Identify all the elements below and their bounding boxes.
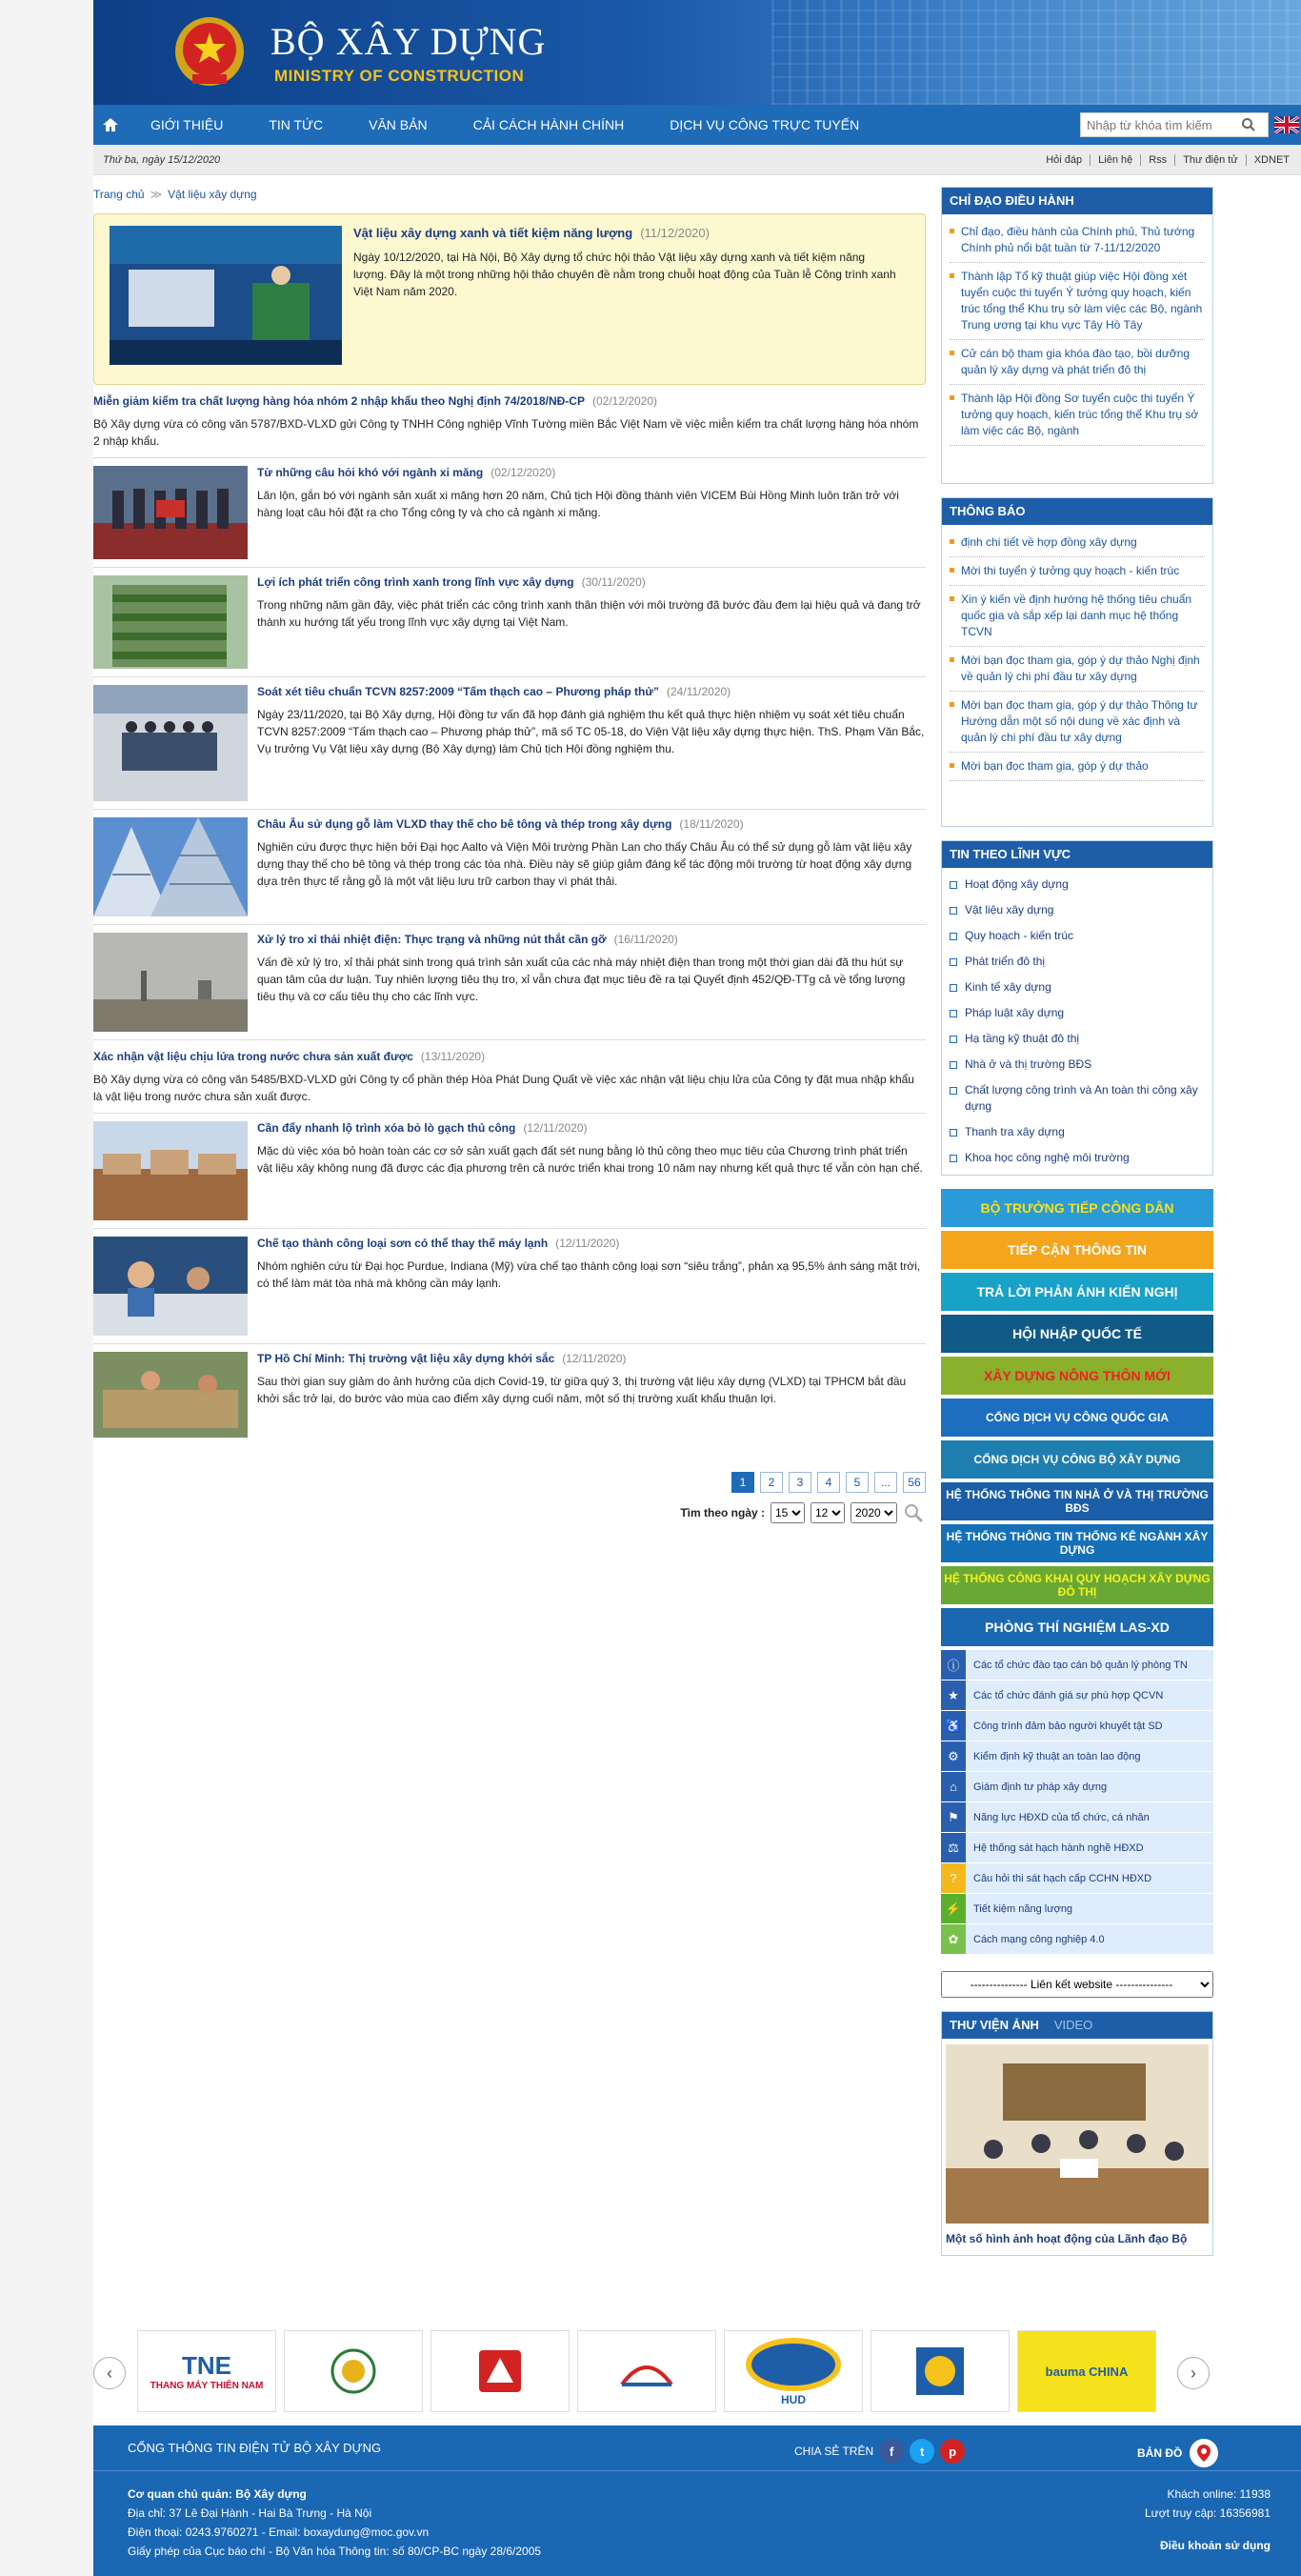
lab-item-label: Kiểm định kỹ thuật an toàn lao động <box>973 1750 1141 1762</box>
industry-icon: ✿ <box>941 1924 966 1954</box>
banner-nong-thon[interactable]: XÂY DỰNG NÔNG THÔN MỚI <box>941 1357 1213 1395</box>
lab-item-tiet-kiem[interactable] <box>941 1894 1213 1923</box>
site-title[interactable]: BỘ XÂY DỰNG <box>270 20 547 63</box>
page <box>93 0 1301 2576</box>
map-link[interactable] <box>1137 2439 1218 2467</box>
link-hoi-dap[interactable]: Hỏi đáp <box>1046 153 1083 166</box>
gallery-box <box>941 2011 1213 2256</box>
featured-desc: Ngày 10/12/2020, tại Hà Nội, Bộ Xây dựng tổ chức hội thảo Vật liệu xây dựng xanh và tiết kiệm năng lượng. Đây là một trong những hội thảo chuyên đề nằm trong chuỗi hoạt động của Tuần lễ Công trình xanh Việt Nam năm 2020. <box>353 251 896 298</box>
scales-icon: ⚖ <box>941 1833 966 1862</box>
list-item <box>93 385 926 458</box>
list-item[interactable]: Thành lập Hội đồng Sơ tuyển cuộc thi tuyển Ý tưởng quy hoạch, kiến trúc tổng thể Khu trụ sở làm việc các Bộ, ngành <box>950 385 1205 446</box>
news-desc: Vấn đề xử lý tro, xỉ thải phát sinh trong quá trình sản xuất của các nhà máy nhiệt điện than trong một thời gian dài đã thu hút sự quan tâm của dư luận. Tuy nhiên lượng tiêu thụ tro, xỉ vẫn chưa đạt mục tiêu đề ra tại Quyết định 452/QĐ-TTg cả về tổng lượng tiêu thụ và cơ cấu tiêu thụ cho các lĩnh vực. <box>257 956 906 1003</box>
chi-dao-title: CHỈ ĐẠO ĐIỀU HÀNH <box>942 188 1212 214</box>
lab-list <box>941 1650 1213 1954</box>
banner-phan-anh[interactable]: TRẢ LỜI PHẢN ÁNH KIẾN NGHỊ <box>941 1273 1213 1311</box>
featured-image[interactable] <box>110 226 342 365</box>
gallery-caption[interactable]: Một số hình ảnh hoạt động của Lãnh đạo Bộ <box>946 2232 1188 2245</box>
link-thu-dien-tu[interactable]: Thư điện tử <box>1174 154 1246 166</box>
page-5[interactable]: 5 <box>846 1472 869 1493</box>
nav-gioi-thieu[interactable]: GIỚI THIỆU <box>150 117 224 132</box>
list-item[interactable]: Mời bạn đọc tham gia, góp ý dự thảo Thông tư Hướng dẫn một số nội dung về xác định và quản lý chi phí đầu tư xây dựng <box>950 692 1205 753</box>
linh-vuc-box <box>941 840 1213 1176</box>
banner-tiep-can[interactable]: TIẾP CẬN THÔNG TIN <box>941 1231 1213 1269</box>
list-item[interactable]: Mời bạn đọc tham gia, góp ý dự thảo <box>950 753 1205 781</box>
footer-title: CỔNG THÔNG TIN ĐIỆN TỬ BỘ XÂY DỰNG <box>128 2441 382 2455</box>
news-title-text[interactable]: Soát xét tiêu chuẩn TCVN 8257:2009 “Tấm thạch cao – Phương pháp thử” <box>257 685 660 698</box>
banner-list <box>941 1189 1213 1646</box>
footer-address: Địa chỉ: 37 Lê Đại Hành - Hai Bà Trưng - Hà Nội <box>128 2506 372 2520</box>
page-ellipsis[interactable]: ... <box>874 1472 897 1493</box>
gallery-image[interactable] <box>946 2044 1209 2224</box>
news-thumb-tcvn[interactable] <box>93 685 248 801</box>
news-date: (16/11/2020) <box>613 933 678 946</box>
current-date: Thứ ba, ngày 15/12/2020 <box>103 153 221 166</box>
list-item <box>93 1229 926 1344</box>
featured-article <box>93 213 926 385</box>
chi-dao-list[interactable] <box>942 214 1212 483</box>
news-title-9[interactable] <box>257 1352 926 1365</box>
news-desc: Bộ Xây dựng vừa có công văn 5485/BXD-VLXD gửi Công ty cổ phần thép Hòa Phát Dung Quất về việc xác nhận vật liệu chịu lửa của Công ty đặt mua nhập khẩu là vật liệu trong nước chưa sản xuất được. <box>93 1073 914 1103</box>
banner-quy-hoach[interactable]: HỆ THỐNG CÔNG KHAI QUY HOẠCH XÂY DỰNG ĐÔ THỊ <box>941 1566 1213 1604</box>
building-icon: ⌂ <box>941 1772 966 1801</box>
news-title-text[interactable]: Từ những câu hỏi khó với ngành xi măng <box>257 466 484 479</box>
news-desc: Ngày 23/11/2020, tại Bộ Xây dựng, Hội đồng tư vấn đã họp đánh giá nghiệm thu kết quả thực hiện nhiệm vụ soát xét tiêu chuẩn TCVN 8257:2009 “Tấm thạch cao – Phương pháp thử”, mã số TC 05-18, do Viện Vật liệu xây dựng thực hiện. ThS. Phạm Văn Bắc, Vụ trưởng Vụ Vật liệu xây dựng (Bộ Xây dựng) làm Chủ tịch Hội đồng nghiệm thu. <box>257 708 925 755</box>
news-title-4[interactable] <box>257 817 926 831</box>
field-hoat-dong[interactable]: Hoạt động xây dựng <box>950 872 1205 897</box>
featured-title[interactable] <box>353 226 906 240</box>
lab-item-label: Câu hỏi thi sát hạch cấp CCHN HĐXD <box>973 1872 1152 1884</box>
header-buildings-image <box>771 0 1301 105</box>
search-box <box>1080 112 1269 137</box>
footer-top-bar <box>93 2425 1301 2471</box>
news-desc: Lăn lộn, gắn bó với ngành sản xuất xi măng hơn 20 năm, Chủ tịch Hội đồng thành viên VICEM Bùi Hồng Minh luôn trăn trở với hàng loạt câu hỏi đặt ra cho Tổng công ty và cho cả ngành xi măng. <box>257 489 899 519</box>
pagination <box>93 1472 926 1493</box>
search-input[interactable] <box>1081 113 1241 136</box>
lab-item-nang-luc[interactable] <box>941 1802 1213 1832</box>
lab-item-cau-hoi[interactable] <box>941 1863 1213 1893</box>
sidebar <box>941 187 1213 2269</box>
twitter-icon[interactable]: t <box>910 2439 934 2464</box>
field-quy-hoach[interactable]: Quy hoạch - kiến trúc <box>950 923 1205 949</box>
thong-bao-list[interactable] <box>942 525 1212 826</box>
banner-dvc-quoc-gia[interactable]: CỔNG DỊCH VỤ CÔNG QUỐC GIA <box>941 1399 1213 1437</box>
news-thumb-xi-mang[interactable] <box>93 466 248 559</box>
link-lien-he[interactable]: Liên hệ <box>1090 154 1140 166</box>
page-4[interactable]: 4 <box>817 1472 840 1493</box>
gallery-header <box>942 2012 1212 2039</box>
link-xdnet[interactable]: XDNET <box>1246 154 1297 166</box>
date-filter-label: Tìm theo ngày : <box>680 1506 765 1519</box>
footer-stats <box>1145 2485 1271 2555</box>
nav-cai-cach[interactable]: CẢI CÁCH HÀNH CHÍNH <box>472 117 625 132</box>
field-vat-lieu[interactable]: Vật liệu xây dựng <box>950 897 1205 923</box>
list-item[interactable]: Chỉ đạo, điều hành của Chính phủ, Thủ tướng Chính phủ nổi bật tuần từ 7-11/12/2020 <box>950 218 1205 263</box>
main-nav <box>93 105 1301 145</box>
list-item[interactable]: Cử cán bộ tham gia khóa đào tạo, bồi dưỡng quản lý xây dựng và phát triển đô thị <box>950 340 1205 385</box>
lab-item-dao-tao[interactable] <box>941 1650 1213 1680</box>
news-thumb-tphcm[interactable] <box>93 1352 248 1438</box>
chevron-right-icon: › <box>1191 2363 1196 2383</box>
nav-van-ban[interactable]: VĂN BẢN <box>369 117 428 132</box>
partner-building-logo-icon <box>907 2338 973 2405</box>
main-content <box>93 175 926 1523</box>
lab-item-label: Các tổ chức đào tạo cán bộ quản lý phòng TN <box>973 1659 1188 1671</box>
news-date: (12/11/2020) <box>523 1121 588 1135</box>
lab-item-kiem-dinh[interactable] <box>941 1741 1213 1771</box>
news-desc: Nhóm nghiên cứu từ Đại học Purdue, Indiana (Mỹ) vừa chế tạo thành công loại sơn “siêu trắng”, phản xạ 95,5% ánh sáng mặt trời, có thể làm mát tòa nhà mà không cần máy lạnh. <box>257 1259 921 1290</box>
footer-license: Giấy phép của Cục báo chí - Bộ Văn hóa Thông tin: số 80/CP-BC ngày 28/6/2005 <box>128 2545 542 2558</box>
news-title-text[interactable]: Xử lý tro xỉ thải nhiệt điện: Thực trạng và những nút thắt cần gỡ <box>257 933 607 946</box>
footer-agency: Cơ quan chủ quản: Bộ Xây dựng <box>128 2487 307 2501</box>
partner-logo-3[interactable] <box>430 2330 570 2412</box>
breadcrumb-home[interactable]: Trang chủ <box>93 188 145 201</box>
gallery-tab-video[interactable]: VIDEO <box>1053 2018 1093 2032</box>
partner-hud-logo-icon <box>744 2336 843 2393</box>
day-select[interactable] <box>771 1502 805 1523</box>
news-date: (02/12/2020) <box>591 394 658 408</box>
national-emblem-icon <box>171 13 248 91</box>
star-icon: ★ <box>941 1680 966 1710</box>
partner-hud-name: HUD <box>781 2393 806 2406</box>
link-rss[interactable]: Rss <box>1140 154 1174 166</box>
field-kinh-te[interactable]: Kinh tế xây dựng <box>950 975 1205 1000</box>
share-bar <box>794 2439 965 2464</box>
breadcrumb <box>93 175 926 213</box>
news-thumb-go[interactable] <box>93 817 248 916</box>
field-phap-luat[interactable]: Pháp luật xây dựng <box>950 1000 1205 1026</box>
partner-tne-name: TNE <box>182 2351 231 2380</box>
news-title-3[interactable] <box>257 685 926 698</box>
news-thumb-lo-gach[interactable] <box>93 1121 248 1220</box>
nav-tin-tuc[interactable]: TIN TỨC <box>269 117 324 132</box>
news-title-2[interactable] <box>257 575 926 589</box>
map-pin-icon <box>1190 2439 1218 2467</box>
featured-date: (11/12/2020) <box>640 226 710 240</box>
news-date: (18/11/2020) <box>679 817 744 831</box>
partner-logo-bauma[interactable] <box>1017 2330 1156 2412</box>
top-links <box>1038 154 1297 166</box>
carousel-prev-button[interactable] <box>93 2357 126 2389</box>
lab-item-giam-dinh[interactable] <box>941 1772 1213 1801</box>
partner-logo-6[interactable] <box>871 2330 1010 2412</box>
chi-dao-box <box>941 187 1213 484</box>
list-item <box>93 1040 926 1114</box>
website-links-select[interactable] <box>941 1971 1213 1998</box>
map-label: BẢN ĐỒ <box>1137 2446 1183 2460</box>
news-title-7[interactable] <box>257 1121 926 1135</box>
news-desc: Bộ Xây dựng vừa có công văn 5787/BXD-VLXD gửi Công ty TNHH Công nghiệp Vĩnh Tường miền Bắc Việt Nam về việc miễn kiểm tra chất lượng hàng hóa nhóm 2 nhập khẩu. <box>93 417 919 448</box>
lab-item-label: Cách mạng công nghiệp 4.0 <box>973 1933 1105 1945</box>
footer-info <box>128 2485 541 2561</box>
carousel-next-button[interactable] <box>1177 2357 1210 2389</box>
list-item[interactable]: Mời bạn đọc tham gia, góp ý dự thảo Nghị định về quản lý chi phí đầu tư xây dựng <box>950 647 1205 692</box>
news-desc: Sau thời gian suy giảm do ảnh hưởng của dịch Covid-19, từ giữa quý 3, thị trường vật liệu xây dựng (VLXD) tại TPHCM bắt đầu khởi sắc trở lại, do bước vào mùa cao điểm xây dựng cuối năm, một số thị trường xuất khẩu thuận lợi. <box>257 1375 907 1405</box>
partner-emblem-icon <box>330 2347 377 2395</box>
energy-icon: ⚡ <box>941 1894 966 1923</box>
news-title-text[interactable]: Cần đẩy nhanh lộ trình xóa bỏ lò gạch thủ công <box>257 1121 516 1135</box>
banner-thong-ke[interactable]: HỆ THỐNG THÔNG TIN THỐNG KÊ NGÀNH XÂY DỰNG <box>941 1524 1213 1562</box>
field-phat-trien[interactable]: Phát triển đô thị <box>950 949 1205 975</box>
news-thumb-tro-xi[interactable] <box>93 933 248 1032</box>
field-chat-luong[interactable]: Chất lượng công trình và An toàn thi công xây dựng <box>950 1077 1205 1119</box>
footer <box>93 2425 1301 2576</box>
partner-logo-4[interactable] <box>577 2330 716 2412</box>
search-date-icon[interactable] <box>903 1502 926 1523</box>
breadcrumb-current[interactable]: Vật liệu xây dựng <box>168 188 257 201</box>
news-title-text[interactable]: Châu Âu sử dụng gỗ làm VLXD thay thế cho bê tông và thép trong xây dựng <box>257 817 672 831</box>
list-item <box>93 458 926 568</box>
site-subtitle: MINISTRY OF CONSTRUCTION <box>274 67 525 85</box>
info-icon: ⓘ <box>941 1650 966 1680</box>
sub-bar <box>93 145 1301 175</box>
facebook-icon[interactable]: f <box>879 2439 904 2464</box>
news-desc: Mặc dù việc xóa bỏ hoàn toàn các cơ sở sản xuất gạch đất sét nung bằng lò thủ công theo mục tiêu của Chương trình phát triển vật liệu xây không nung đã được các địa phương trên cả nước triển khai trong 10 năm nay nhưng kết quả thực tế vẫn còn hạn chế. <box>257 1144 923 1175</box>
page-1[interactable]: 1 <box>731 1472 754 1493</box>
field-thanh-tra[interactable]: Thanh tra xây dựng <box>950 1119 1205 1145</box>
lab-item-label: Tiết kiệm năng lượng <box>973 1902 1073 1915</box>
linh-vuc-list <box>942 868 1212 1175</box>
wheelchair-icon: ♿ <box>941 1711 966 1741</box>
month-select[interactable] <box>811 1502 845 1523</box>
lab-item-label: Các tổ chức đánh giá sự phù hợp QCVN <box>973 1689 1164 1701</box>
partner-logo-tne[interactable] <box>137 2330 276 2412</box>
field-nha-o[interactable]: Nhà ở và thị trường BĐS <box>950 1052 1205 1077</box>
list-item[interactable]: Mời thi tuyển ý tưởng quy hoạch - kiến trúc <box>950 557 1205 586</box>
news-title-text[interactable]: TP Hồ Chí Minh: Thị trường vật liệu xây dựng khởi sắc <box>257 1352 555 1365</box>
news-date: (12/11/2020) <box>562 1352 627 1365</box>
lab-item-danh-gia[interactable] <box>941 1680 1213 1710</box>
flag-icon: ⚑ <box>941 1802 966 1832</box>
lab-item-sat-hach[interactable] <box>941 1833 1213 1862</box>
list-item[interactable]: Thành lập Tổ kỹ thuật giúp việc Hội đồng xét tuyển cuộc thi tuyển Ý tưởng quy hoạch, kiến trúc tổng thể Khu trụ sở làm việc các Bộ, ngành Trung ương tại khu vực Tây Hồ Tây <box>950 263 1205 340</box>
partner-red-logo-icon <box>479 2350 521 2392</box>
news-title-6[interactable] <box>93 1050 926 1063</box>
partner-carousel <box>93 2324 1301 2416</box>
banner-las-xd[interactable]: PHÒNG THÍ NGHIỆM LAS-XD <box>941 1608 1213 1646</box>
news-thumb-son[interactable] <box>93 1237 248 1336</box>
banner-dvc-bxd[interactable]: CỔNG DỊCH VỤ CÔNG BỘ XÂY DỰNG <box>941 1440 1213 1479</box>
banner-nha-o-bds[interactable]: HỆ THỐNG THÔNG TIN NHÀ Ở VÀ THỊ TRƯỜNG BĐS <box>941 1482 1213 1520</box>
thong-bao-box <box>941 497 1213 827</box>
banner-hoi-nhap[interactable]: HỘI NHẬP QUỐC TẾ <box>941 1315 1213 1353</box>
english-flag-icon[interactable] <box>1274 116 1299 133</box>
list-item <box>93 1344 926 1445</box>
field-ha-tang[interactable]: Hạ tầng kỹ thuật đô thị <box>950 1026 1205 1052</box>
partner-bauma-name: bauma CHINA <box>1045 2364 1129 2379</box>
header <box>93 0 1301 105</box>
banner-tiep-cong-dan[interactable]: BỘ TRƯỞNG TIẾP CÔNG DÂN <box>941 1189 1213 1227</box>
news-desc: Nghiên cứu được thực hiện bởi Đại học Aalto và Viện Môi trường Phần Lan cho thấy Châu Âu có thể sử dụng gỗ làm vật liệu xây dựng thay thế cho bê tông và thép trong các tòa nhà. Điều này sẽ giúp giảm đáng kể tác động môi trường từ hoạt động xây dựng dựa trên thực tế rằng gỗ là một vật liệu lưu trữ carbon thay vì phát thải. <box>257 840 912 888</box>
lab-item-label: Năng lực HĐXD của tổ chức, cá nhân <box>973 1811 1150 1823</box>
news-title-text[interactable]: Xác nhận vật liệu chịu lửa trong nước chưa sản xuất được <box>93 1050 413 1063</box>
lab-item-label: Hệ thống sát hạch hành nghề HĐXD <box>973 1841 1144 1854</box>
page-2[interactable]: 2 <box>760 1472 783 1493</box>
breadcrumb-separator-icon: ≫ <box>150 188 163 201</box>
list-item <box>93 568 926 677</box>
visit-count: Lượt truy cập: 16356981 <box>1145 2506 1271 2520</box>
partner-logo-hud[interactable] <box>724 2330 863 2412</box>
gallery-tab-photo[interactable]: THƯ VIỆN ẢNH <box>950 2018 1039 2032</box>
share-label: CHIA SẺ TRÊN <box>794 2445 874 2458</box>
news-date: (02/12/2020) <box>490 466 556 479</box>
lab-item-cmcn[interactable] <box>941 1924 1213 1954</box>
list-item[interactable]: Xin ý kiến về định hướng hệ thống tiêu chuẩn quốc gia và sắp xếp lại danh mục hệ thống TCVN <box>950 586 1205 647</box>
terms-link[interactable]: Điều khoản sử dụng <box>1159 2539 1271 2552</box>
news-thumb-cong-trinh-xanh[interactable] <box>93 575 248 669</box>
year-select[interactable] <box>851 1502 897 1523</box>
list-item <box>93 677 926 810</box>
partner-bridge-logo-icon <box>618 2350 675 2392</box>
search-icon[interactable] <box>1241 117 1256 132</box>
page-last[interactable]: 56 <box>903 1472 926 1493</box>
news-title-5[interactable] <box>257 933 926 946</box>
list-item[interactable]: định chi tiết về hợp đồng xây dựng <box>950 529 1205 557</box>
nav-dich-vu-cong[interactable]: DỊCH VỤ CÔNG TRỰC TUYẾN <box>670 117 860 132</box>
news-desc: Trong những năm gần đây, việc phát triển các công trình xanh thân thiện với môi trường đã bước đầu đem lại hiệu quả và đang trở thành xu hướng tất yếu trong lĩnh vực xây dựng tại Việt Nam. <box>257 598 921 629</box>
online-count: Khách online: 11938 <box>1167 2487 1271 2501</box>
news-title-text[interactable]: Lợi ích phát triển công trình xanh trong lĩnh vực xây dựng <box>257 575 574 589</box>
gear-icon: ⚙ <box>941 1741 966 1771</box>
list-item <box>93 925 926 1040</box>
news-title-1[interactable] <box>257 466 926 479</box>
field-khoa-hoc[interactable]: Khoa học công nghệ môi trường <box>950 1145 1205 1171</box>
news-title-text[interactable]: Miễn giảm kiểm tra chất lượng hàng hóa nhóm 2 nhập khẩu theo Nghị định 74/2018/NĐ-CP <box>93 394 585 408</box>
partner-logo-2[interactable] <box>284 2330 423 2412</box>
page-3[interactable]: 3 <box>789 1472 811 1493</box>
news-date: (13/11/2020) <box>420 1050 486 1063</box>
question-icon: ? <box>941 1863 966 1893</box>
news-date: (12/11/2020) <box>555 1237 620 1250</box>
lab-item-label: Công trình đảm bảo người khuyết tật SD <box>973 1720 1163 1732</box>
list-item <box>93 810 926 925</box>
news-title-text[interactable]: Chế tạo thành công loại sơn có thể thay thế máy lạnh <box>257 1237 549 1250</box>
lab-item-label: Giám định tư pháp xây dựng <box>973 1781 1108 1793</box>
linh-vuc-title: TIN THEO LĨNH VỰC <box>942 841 1212 868</box>
home-button[interactable] <box>93 105 128 145</box>
lab-item-khuyet-tat[interactable] <box>941 1711 1213 1741</box>
chevron-left-icon: ‹ <box>107 2363 112 2383</box>
featured-title-text[interactable]: Vật liệu xây dựng xanh và tiết kiệm năng lượng <box>353 226 633 240</box>
footer-phone-email: Điện thoại: 0243.9760271 - Email: boxaydung@moc.gov.vn <box>128 2526 430 2539</box>
thong-bao-title: THÔNG BÁO <box>942 498 1212 525</box>
news-date: (30/11/2020) <box>581 575 646 589</box>
news-title-0[interactable] <box>93 394 926 408</box>
list-item <box>93 1114 926 1229</box>
home-icon <box>102 117 119 132</box>
news-title-8[interactable] <box>257 1237 926 1250</box>
news-date: (24/11/2020) <box>667 685 731 698</box>
pinterest-icon[interactable]: p <box>940 2439 965 2464</box>
date-filter <box>93 1502 926 1523</box>
partner-tne-subtitle: THANG MÁY THIÊN NAM <box>150 2381 264 2391</box>
